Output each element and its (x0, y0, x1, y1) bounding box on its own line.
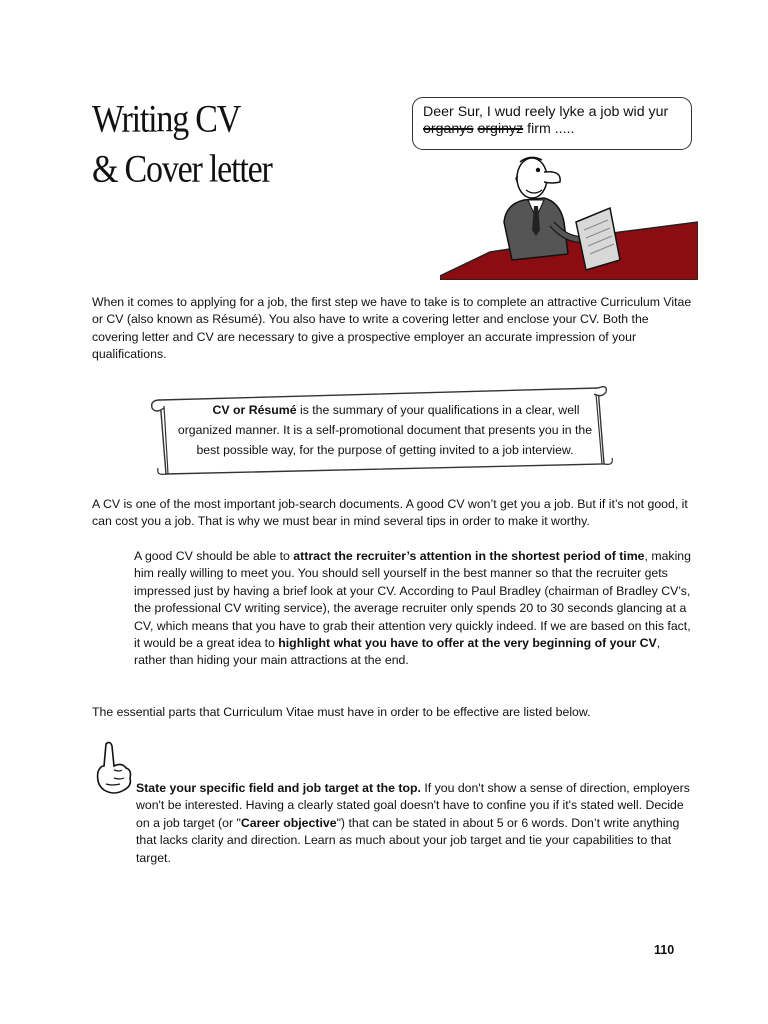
attract-text-3: , rather than hiding your main attractions at the end. (134, 636, 661, 668)
tip1-text-2: ") that can be stated in about 5 or 6 words. Don’t write anything that lacks clarity and direction. Learn as much about your job target and tie your capabilities to that target. (136, 815, 680, 865)
cartoon-man-reading-icon (440, 152, 698, 280)
cv-definition-text: is the summary of your qualifications in a clear, well organized manner. It is a self-promotional document that presents you in the best possible way, for the purpose of getting invited to a job interview. (177, 403, 593, 457)
tip1-bold-2: Career objective (240, 815, 337, 830)
bubble-line2-end: firm ..... (527, 121, 575, 137)
attract-text-2: , making him really willing to meet you. You should sell yourself in the best manner so that the recruiter gets impressed just by having a brief look at your CV. According to Paul Bradley (chairman of Bradley CV’s, the professional CV writing service), the average recruiter only spends 20 to 30 seconds glancing at a CV, which means that you have to grab their attention very quickly indeed. If we are based on this fact, it would be a great idea to (134, 549, 691, 651)
tip1-bold-1: State your specific field and job target at the top. (136, 781, 421, 795)
bubble-strike-word1: organys (423, 121, 474, 137)
page-subtitle: & Cover letter (92, 148, 272, 191)
cv-definition (170, 400, 600, 460)
job-target-tip (136, 780, 692, 867)
attract-attention-paragraph (134, 548, 692, 670)
page-number: 110 (654, 943, 675, 957)
tip1-text-1: If you don't show a sense of direction, employers won't be interested. Having a clearly stated goal doesn't have to confine you if it's stated well. Decide on a job target (or " (136, 781, 690, 830)
speech-bubble (412, 97, 692, 150)
cv-term: CV or Résumé (212, 403, 297, 417)
intro-paragraph: When it comes to applying for a job, the first step we have to take is to complete an attractive Curriculum Vitae or CV (also known as Résumé). You also have to write a covering letter and enclose your CV. Both the covering letter and CV are necessary to give a prospective employer an accurate impression of your qualifications. (92, 295, 692, 362)
page-title: Writing CV (92, 98, 241, 141)
attract-bold-1: attract the recruiter’s attention in the shortest period of time (293, 549, 645, 563)
attract-bold-2: highlight what you have to offer at the very beginning of your CV (278, 636, 657, 651)
essential-parts-paragraph: The essential parts that Curriculum Vitae must have in order to be effective are listed below. (92, 705, 591, 719)
attract-text-1: A good CV should be able to (134, 549, 294, 563)
cv-importance-paragraph: A CV is one of the most important job-search documents. A good CV won’t get you a job. But if it’s not good, it can cost you a job. That is why we must bear in mind several tips in order to make it worthy. (92, 497, 688, 529)
bubble-line1: Deer Sur, I wud reely lyke a job wid yur (423, 104, 669, 120)
pointing-hand-icon (92, 740, 134, 796)
bubble-strike-word2: orginyz (477, 121, 524, 137)
